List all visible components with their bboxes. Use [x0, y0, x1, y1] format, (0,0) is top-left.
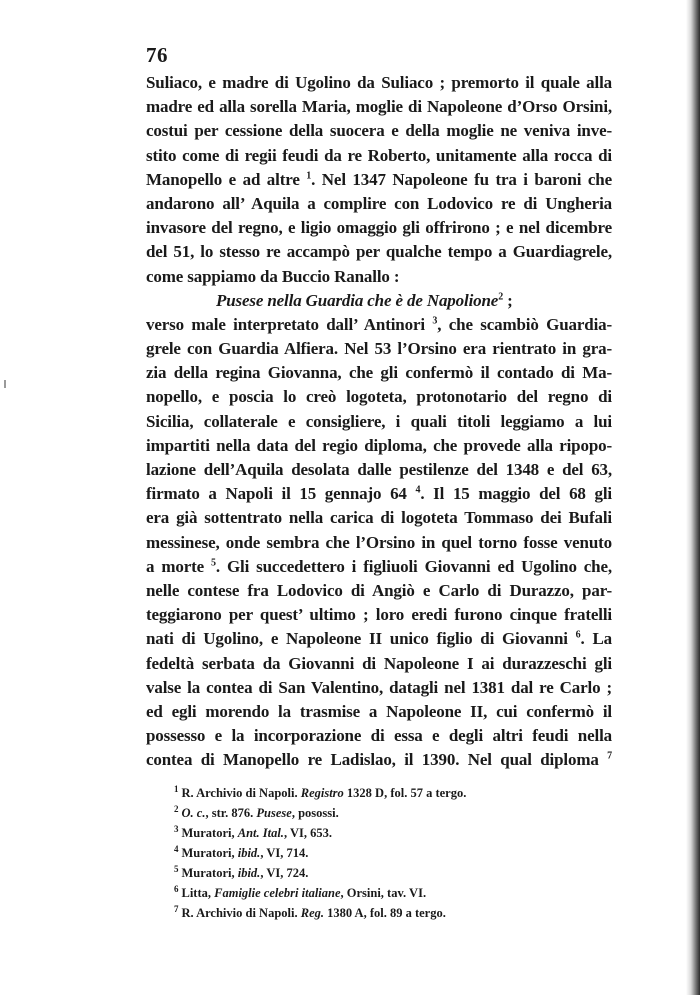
text-line: teggiarono per quest’ ultimo ; loro eredi furono cinque fratelli: [146, 605, 612, 625]
text-line: fedeltà serbata da Giovanni di Napoleone I ai durazzeschi gli: [146, 653, 612, 673]
footnote-ref: 2: [498, 291, 504, 303]
text-line: nelle contese fra Lodovico di Angiò e Carlo di Durazzo, par-: [146, 580, 612, 600]
footnote-ref: 4: [415, 484, 421, 496]
text-line: valse la contea di San Valentino, datagli nel 1381 dal re Carlo ;: [146, 677, 612, 697]
text-line: del 51, lo stesso re accampò per qualche tempo a Guardiagrele,: [146, 242, 612, 262]
text-line: zia della regina Giovanna, che gli confermò il contado di Ma-: [146, 363, 612, 383]
text-line: verso male interpretato dall’ Antinori $^3$, che scambiò Guardia-: [146, 314, 612, 334]
text-line: nopello, e poscia lo creò logoteta, protonotario del regno di: [146, 387, 612, 407]
text-line: costui per cessione della suocera e della moglie ne veniva inve-: [146, 121, 612, 141]
footnote: $^6$ Litta, Famiglie celebri italiane, Orsini, tav. VI.: [174, 883, 427, 900]
text-line: invasore del regno, e ligio omaggio gli offrirono ; e nel dicembre: [146, 218, 612, 238]
text-line: Sicilia, collaterale e consigliere, i quali titoli leggiamo a lui: [146, 411, 612, 431]
footnote-ref: 5: [211, 557, 216, 569]
footnote: $^1$ R. Archivio di Napoli. Registro 1328 D, fol. 57 a tergo.: [174, 783, 467, 800]
text-line: firmato a Napoli il 15 gennajo 64 $^4$. Il 15 maggio del 68 gli: [146, 484, 612, 504]
text-line: andarono all’ Aquila a complire con Lodovico re di Ungheria: [146, 193, 612, 213]
verse-quote: Pusese nella Guardia che è de Napolione$^2$ ;: [216, 290, 513, 310]
footnote: $^2$ O. c., str. 876. Pusese, posossi.: [174, 803, 339, 820]
footnote: $^7$ R. Archivio di Napoli. Reg. 1380 A, fol. 89 a tergo.: [174, 903, 446, 920]
footnote-ref: 6: [575, 629, 581, 641]
body-text: [146, 71, 612, 772]
footnote: $^5$ Muratori, ibid., VI, 724.: [174, 863, 309, 880]
footnote-ref: 1: [306, 170, 312, 182]
text-line: ed egli morendo la trasmise a Napoleone II, cui confermò il: [146, 701, 612, 721]
page-edge-shadow: [686, 0, 700, 995]
text-line: nati di Ugolino, e Napoleone II unico figlio di Giovanni $^6$. La: [146, 629, 612, 649]
footnote-ref: 3: [432, 315, 438, 327]
footnote: $^3$ Muratori, Ant. Ital., VI, 653.: [174, 823, 332, 840]
text-line: impartiti nella data del regio diploma, che provede alla ripopo-: [146, 435, 612, 455]
text-line: lazione dell’Aquila desolata dalle pestilenze del 1348 e del 63,: [146, 460, 612, 479]
text-line: madre ed alla sorella Maria, moglie di Napoleone d’Orso Orsini,: [146, 97, 612, 117]
text-line: grele con Guardia Alfiera. Nel 53 l’Orsino era rientrato in gra-: [146, 339, 612, 359]
text-line: a morte $^5$. Gli succedettero i figliuoli Giovanni ed Ugolino che,: [146, 556, 612, 576]
footnote-ref: 7: [607, 750, 612, 762]
text-line: come sappiamo da Buccio Ranallo :: [146, 266, 400, 286]
scan-mark: [4, 380, 6, 388]
footnotes: [174, 783, 504, 923]
text-line: contea di Manopello re Ladislao, il 1390. Nel qual diploma $^7$: [146, 750, 612, 770]
page-number: 76: [146, 43, 168, 67]
footnote: $^4$ Muratori, ibid., VI, 714.: [174, 843, 309, 860]
text-line: messinese, onde sembra che l’Orsino in quel torno fosse venuto: [146, 532, 612, 552]
text-line: Manopello e ad altre $^1$. Nel 1347 Napoleone fu tra i baroni che: [146, 169, 613, 189]
text-line: era già sottentrato nella carica di logoteta Tommaso dei Bufali: [146, 508, 612, 528]
text-line: possesso e la incorporazione di essa e degli altri feudi nella: [146, 726, 612, 746]
text-line: Suliaco, e madre di Ugolino da Suliaco ; premorto il quale alla: [146, 73, 612, 92]
text-line: stito come di regii feudi da re Roberto, unitamente alla rocca di: [146, 145, 612, 165]
